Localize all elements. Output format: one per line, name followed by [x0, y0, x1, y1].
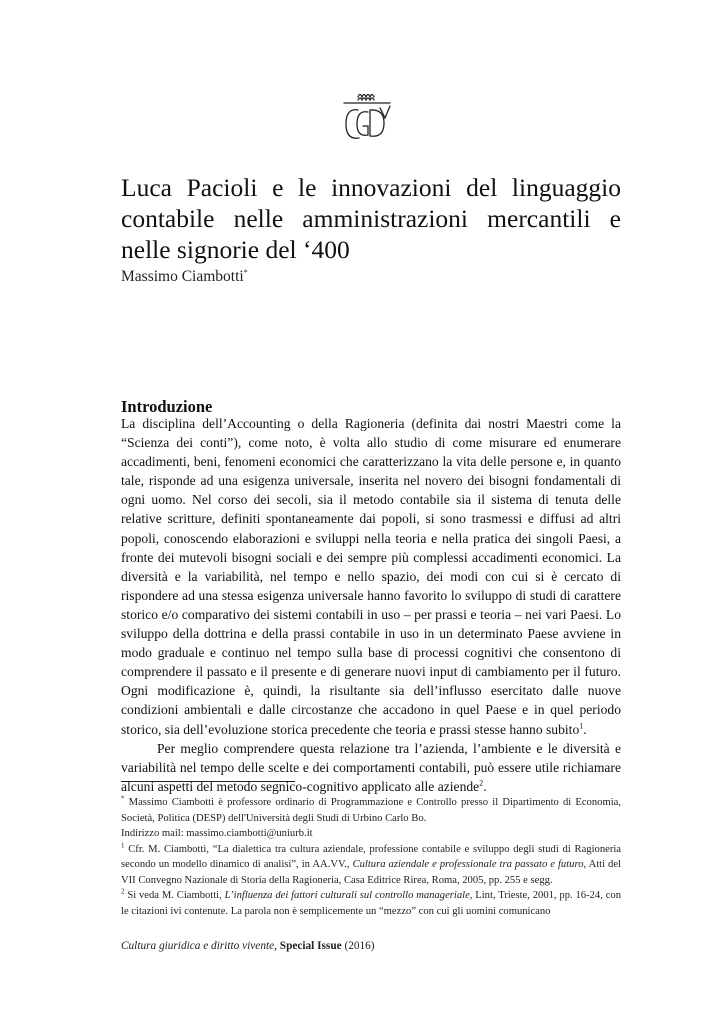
- footnote-2-text-b: , Lint, Trieste, 2001, pp. 16-24, con le citazioni ivi contenute. La parola non è semplicemente un “mezzo” con cui gli uomini comunicano: [121, 890, 621, 917]
- author-footnote-mark: *: [243, 268, 248, 277]
- footnote-author: [121, 795, 621, 826]
- footnote-star-mark: *: [121, 794, 125, 803]
- author-name: [121, 268, 248, 286]
- footnote-2: [121, 888, 621, 919]
- footnote-email: Indirizzo mail: massimo.ciambotti@uniurb.it: [121, 828, 313, 839]
- footnote-ref-1: 1: [579, 720, 584, 730]
- paragraph-1: [121, 414, 621, 739]
- paragraph-1-text: La disciplina dell’Accounting o della Ragioneria (definita dai nostri Maestri come la “Scienza dei conti”), come noto, è volta allo studio di come misurare ed enumerare accadimenti, beni, fenomeni economici che caratterizzano la vita delle persone e, in quanto tale, risponde ad una esigenza universale, inserita nel novero dei bisogni fondamentali di ogni uomo. Nel corso dei secoli, sia il metodo contabile sia il sistema di tenuta delle relative scritture, definiti spontaneamente dai popoli, si sono trasmessi e diffusi ad altri popoli, conoscendo elaborazioni e sviluppi nella teoria e nella pratica dei singoli Paesi, a fronte dei mutevoli bisogni sociali e dei sempre più complessi accadimenti economici. La diversità e la variabilità, nel tempo e nello spazio, dei modi con cui si è cercato di rispondere ad una stessa esigenza universale hanno favorito lo sviluppo di studi di carattere storico e/o comparativo dei sistemi contabili in uso – per prassi e teoria – nei vari Paesi. Lo sviluppo della dottrina e della prassi contabile in uso in un determinato Paese avviene in modo graduale e continuo nel tempo sulla base di processi cognitivi che consentono di comprendere il passato e il presente e di generare nuovi input di cambiamento per il futuro. Ogni modificazione è, quindi, la risultante sia dell’influsso esercitato dalle nuove condizioni ambientali e dalle circostanze che accadono in quel Paese e in quel periodo storico, sia dell’evoluzione storica precedente che teoria e prassi stesse hanno subito: [121, 416, 621, 737]
- paragraph-2-end: .: [483, 778, 487, 794]
- footnotes: [121, 795, 621, 919]
- footer-year: (2016): [341, 940, 375, 952]
- footnote-1: [121, 842, 621, 889]
- footnote-1-text-a: Cfr. M. Ciambotti, “La dialettica tra cultura aziendale, professione contabile e sviluppo degli studi di Ragioneria secondo un modello dinamico di analisi”, in AA.VV.,: [121, 843, 621, 870]
- footnote-divider: [121, 781, 295, 782]
- section-heading: Introduzione: [121, 397, 213, 416]
- footnote-1-text-b: , Atti del VII Convegno Nazionale di Storia della Ragioneria, Casa Editrice Rirea, Roma, 2005, pp. 255 e segg.: [121, 859, 621, 886]
- footnote-2-italic: L’influenza dei fattori culturali sul controllo manageriale: [224, 890, 470, 901]
- footnote-author-text: Massimo Ciambotti è professore ordinario di Programmazione e Controllo presso il Dipartimento di Economia, Società, Politica (DESP) dell'Università degli Studi di Urbino Carlo Bo.: [121, 797, 621, 824]
- article-title: Luca Pacioli e le innovazioni del linguaggio contabile nelle amministrazioni mercantili e nelle signorie del ‘400: [121, 173, 621, 264]
- page-footer: [121, 940, 375, 952]
- paragraph-2-text: Per meglio comprendere questa relazione tra l’azienda, l’ambiente e le diversità e variabilità nel tempo delle scelte e dei comportamenti contabili, può essere utile richiamare alcuni aspetti del metodo segnico-cognitivo applicato alle aziende: [121, 740, 621, 794]
- cgdv-logo-icon: [334, 86, 400, 152]
- author-name-text: Massimo Ciambotti: [121, 268, 244, 286]
- footer-journal: Cultura giuridica e diritto vivente: [121, 940, 275, 952]
- paragraph-2: [121, 739, 621, 796]
- paragraph-1-end: .: [583, 721, 587, 737]
- footnote-2-text-a: Si veda M. Ciambotti,: [124, 890, 225, 901]
- footer-sep: ,: [274, 940, 280, 952]
- footnote-2-mark: 2: [121, 887, 125, 896]
- footnote-1-mark: 1: [121, 840, 125, 849]
- body-text: [121, 414, 621, 796]
- footer-issue: Special Issue: [279, 940, 342, 952]
- footnote-1-italic: Cultura aziendale e professionale tra passato e futuro: [352, 859, 584, 870]
- footnote-ref-2: 2: [479, 778, 484, 788]
